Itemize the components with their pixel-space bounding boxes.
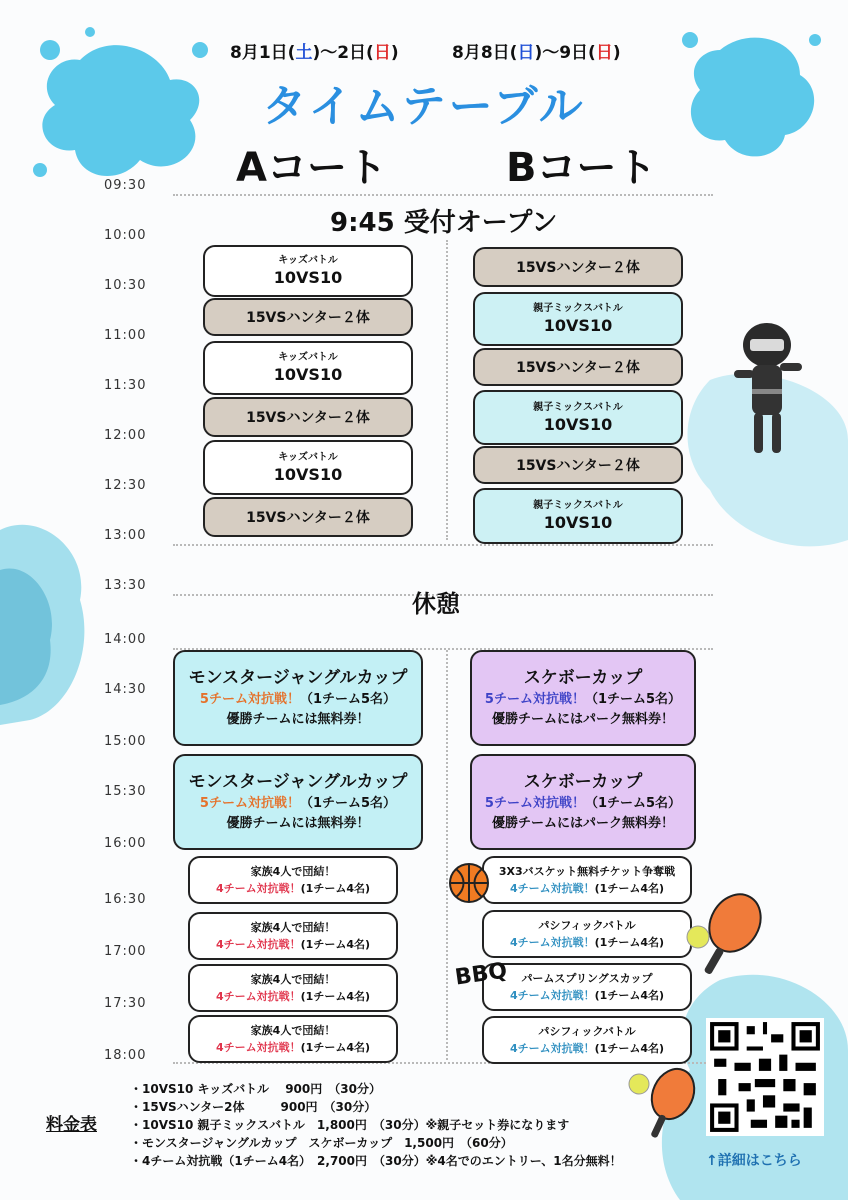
hunter-block [473,247,683,287]
event-title: パシフィックバトル [538,1025,636,1038]
members-text: (1チーム4名) [594,989,665,1002]
ninja-illustration [722,315,812,465]
event-title: 10VS10 [543,513,613,532]
event-subtitle: 親子ミックスバトル [533,401,623,413]
event-title: モンスタージャングルカップ [188,668,408,688]
event-subtitle: 親子ミックスバトル [533,500,623,511]
time-label: 17:00 [104,944,147,959]
prize-text: 優勝チームにはパーク無料券！ [491,816,674,831]
parent-child-battle-block [473,390,683,445]
teams-text: 4チーム対抗戦！ [509,882,595,895]
pickleball-paddle-icon [680,885,775,980]
teams-text: 4チーム対抗戦！ [509,1042,595,1055]
pacific-battle-block [482,910,692,958]
time-label: 09:30 [104,178,147,193]
event-title: 10VS10 [273,365,343,384]
prize-text: 優勝チームには無料券！ [226,712,370,727]
court-divider [446,240,448,540]
grid-line [173,194,713,196]
family-battle-block [188,856,398,904]
pickleball-paddle-icon [625,1062,705,1142]
basketball-icon [448,862,490,904]
teams-text: 5チーム対抗戦！ [484,692,585,707]
event-subtitle: 親子ミックスバトル [533,303,623,314]
event-title: 3X3バスケット無料チケット争奪戦 [498,865,676,878]
members-text: (1チーム4名) [300,990,371,1003]
date-range-b: 8月8日(日)〜9日(日) [452,43,621,63]
event-title: 15VSハンター２体 [246,410,370,426]
grid-line [173,544,713,546]
members-text: (1チーム4名) [594,1042,665,1055]
time-label: 10:00 [104,228,147,243]
members-text: (1チーム4名) [300,1041,371,1054]
event-title: 15VSハンター２体 [516,360,640,376]
family-battle-block [188,964,398,1012]
hunter-block [203,397,413,437]
teams-text: 4チーム対抗戦！ [215,1041,301,1054]
event-title: 15VSハンター２体 [516,458,640,474]
time-label: 15:30 [104,784,147,799]
fee-line: ・15VSハンター2体 900円 （30分） [130,1100,377,1114]
time-label: 17:30 [104,996,147,1011]
teams-text: 5チーム対抗戦！ [484,796,585,811]
time-label: 10:30 [104,278,147,293]
event-title: スケボーカップ [523,772,643,792]
basketball-battle-block [482,856,692,904]
members-text: （1チーム5名） [584,692,682,707]
time-label: 18:00 [104,1048,147,1063]
teams-text: 4チーム対抗戦！ [509,989,595,1002]
kids-battle-block [203,245,413,297]
time-label: 14:30 [104,682,147,697]
time-label: 11:30 [104,378,147,393]
event-title: 家族4人で団結！ [250,1024,336,1037]
parent-child-battle-block [473,488,683,544]
event-title: 家族4人で団結！ [250,865,336,878]
teams-text: 4チーム対抗戦！ [509,936,595,949]
time-label: 15:00 [104,734,147,749]
event-title: 家族4人で団結！ [250,921,336,934]
event-title: モンスタージャングルカップ [188,772,408,792]
event-title: 10VS10 [543,316,613,335]
court-a-heading: Aコート [236,145,387,191]
date-range-a: 8月1日(土)〜2日(日) [230,43,399,63]
members-text: (1チーム4名) [594,882,665,895]
prize-text: 優勝チームにはパーク無料券！ [491,712,674,727]
fee-line: ・4チーム対抗戦（1チーム4名） 2,700円 （30分）※4名でのエントリー、1名分無料！ [130,1154,622,1168]
break-banner: 休憩 [412,590,460,618]
teams-text: 4チーム対抗戦！ [215,882,301,895]
event-title: 家族4人で団結！ [250,973,336,986]
event-subtitle: キッズバトル [278,451,338,463]
members-text: （1チーム5名） [299,796,397,811]
family-battle-block [188,912,398,960]
page-title: タイムテーブル [262,81,586,132]
time-label: 13:00 [104,528,147,543]
hunter-block [473,446,683,484]
event-title: パシフィックバトル [538,919,636,932]
teams-text: 5チーム対抗戦！ [199,796,300,811]
time-label: 14:00 [104,632,147,647]
time-label: 13:30 [104,578,147,593]
members-text: (1チーム4名) [594,936,665,949]
qr-code[interactable] [706,1018,824,1136]
time-label: 12:00 [104,428,147,443]
members-text: （1チーム5名） [299,692,397,707]
monster-jungle-cup-block [173,754,423,850]
members-text: (1チーム4名) [300,938,371,951]
watercolor-left [0,510,100,730]
event-title: 10VS10 [273,268,343,287]
fee-line: ・10VS10 キッズバトル 900円 （30分） [130,1082,381,1096]
palm-springs-cup-block [482,963,692,1011]
event-title: 10VS10 [543,414,613,434]
event-title: 15VSハンター２体 [246,510,370,526]
parent-child-battle-block [473,292,683,346]
hunter-block [203,497,413,537]
fee-line: ・モンスタージャングルカップ スケボーカップ 1,500円 （60分） [130,1136,513,1150]
event-title: 15VSハンター２体 [246,310,370,326]
skateboard-cup-block [470,754,696,850]
qr-caption: ↑詳細はこちら [706,1153,802,1169]
hunter-block [203,298,413,336]
event-title: 10VS10 [273,464,343,484]
court-divider [446,650,448,1060]
hunter-block [473,348,683,386]
court-b-heading: Bコート [506,145,657,191]
fee-table-label: 料金表 [46,1115,97,1135]
family-battle-block [188,1015,398,1063]
time-label: 16:30 [104,892,147,907]
teams-text: 5チーム対抗戦！ [199,692,300,707]
teams-text: 4チーム対抗戦！ [215,938,301,951]
pacific-battle-block [482,1016,692,1064]
kids-battle-block [203,440,413,495]
bbq-label: BBQ [453,958,509,991]
time-label: 12:30 [104,478,147,493]
monster-jungle-cup-block [173,650,423,746]
time-label: 16:00 [104,836,147,851]
skateboard-cup-block [470,650,696,746]
members-text: (1チーム4名) [300,882,371,895]
event-title: 15VSハンター２体 [516,260,640,276]
prize-text: 優勝チームには無料券！ [226,816,370,831]
event-subtitle: キッズバトル [278,255,338,266]
event-title: パームスプリングスカップ [521,972,653,985]
teams-text: 4チーム対抗戦！ [215,990,301,1003]
event-subtitle: キッズバトル [278,352,338,363]
event-title: スケボーカップ [523,668,643,688]
time-label: 11:00 [104,328,147,343]
members-text: （1チーム5名） [584,796,682,811]
reception-banner: 9:45 受付オープン [330,208,558,238]
kids-battle-block [203,341,413,395]
fee-line: ・10VS10 親子ミックスバトル 1,800円 （30分）※親子セット券になります [130,1118,570,1132]
